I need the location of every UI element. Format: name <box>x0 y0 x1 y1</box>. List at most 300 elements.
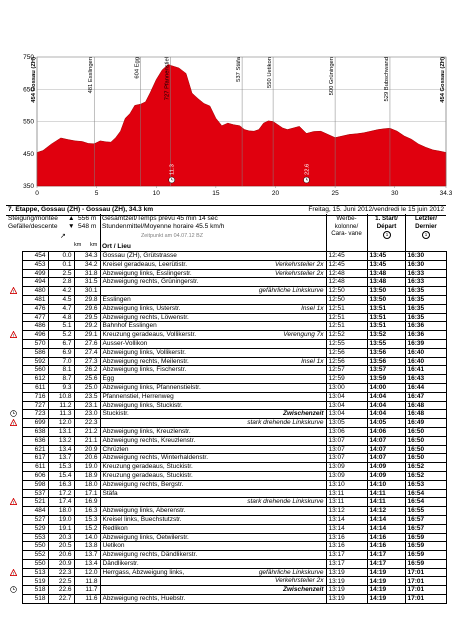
first-start-time: 13:48 <box>367 269 405 278</box>
route-description-text: Abzweigung rechts, Bergstr. <box>102 480 184 488</box>
km-remaining: 29.6 <box>74 304 100 313</box>
last-time: 16:48 <box>405 410 446 419</box>
icon-cell <box>6 401 22 410</box>
warning-icon <box>6 419 22 428</box>
table-row <box>6 304 446 313</box>
km-done: 13.1 <box>48 427 74 436</box>
caravan-time: 13:04 <box>326 392 367 401</box>
altitude: 494 <box>22 278 48 287</box>
km-done: 4.7 <box>48 304 74 313</box>
km-remaining: 26.2 <box>74 366 100 375</box>
icon-cell <box>6 559 22 568</box>
caravan-time: 13:07 <box>326 445 367 454</box>
km-remaining: 16.3 <box>74 507 100 516</box>
table-row <box>6 383 446 392</box>
km-done: 20.5 <box>48 542 74 551</box>
last-time: 16:59 <box>405 551 446 560</box>
table-row <box>6 524 446 533</box>
km-remaining: 13.4 <box>74 559 100 568</box>
last-time: 16:30 <box>405 260 446 269</box>
route-description <box>100 287 326 296</box>
route-description-text: Abzweigung rechts, Huebstr. <box>102 595 186 603</box>
route-description-text: Abzweigung links, Esslingerstr. <box>102 269 192 277</box>
route-note: gefährliche Linkskurve <box>258 287 324 295</box>
route-description-text: Abzweigung rechts, Meilenstr. <box>102 357 189 365</box>
route-description-text: Chrüzlen <box>102 445 129 453</box>
km-remaining: 29.8 <box>74 295 100 304</box>
caravan-time: 13:12 <box>326 507 367 516</box>
km-remaining: 11.7 <box>74 586 100 595</box>
km-done: 13.2 <box>48 436 74 445</box>
km-done: 6.7 <box>48 339 74 348</box>
caravan-time: 13:05 <box>326 419 367 428</box>
last-time: 16:55 <box>405 507 446 516</box>
first-start-time: 13:45 <box>367 260 405 269</box>
caravan-time: 13:17 <box>326 551 367 560</box>
caravan-time: 13:04 <box>326 401 367 410</box>
table-row <box>6 454 446 463</box>
altitude: 553 <box>22 533 48 542</box>
icon-cell <box>6 252 22 261</box>
altitude: 552 <box>22 551 48 560</box>
km-remaining: 11.6 <box>74 595 100 604</box>
table-row <box>6 489 446 498</box>
km-done: 7.0 <box>48 357 74 366</box>
km-remaining: 17.1 <box>74 489 100 498</box>
warning-icon <box>6 498 22 507</box>
clock-icon <box>6 410 22 419</box>
descent-label: Gefälle/descente <box>8 223 58 230</box>
first-start-time: 14:05 <box>367 419 405 428</box>
km-remaining: 25.6 <box>74 375 100 384</box>
first-start-time: 13:59 <box>367 375 405 384</box>
route-description <box>100 357 326 366</box>
table-row <box>6 507 446 516</box>
km-done: 4.2 <box>48 287 74 296</box>
first-start-time: 14:07 <box>367 436 405 445</box>
route-description <box>100 419 326 428</box>
caravan-time: 13:00 <box>326 383 367 392</box>
table-row <box>6 445 446 454</box>
first-start-time: 14:07 <box>367 454 405 463</box>
first-start-time: 14:11 <box>367 489 405 498</box>
route-note: Zwischenzeit <box>283 410 324 418</box>
last-time: 16:39 <box>405 339 446 348</box>
route-description <box>100 252 326 261</box>
caravan-time: 12:56 <box>326 348 367 357</box>
warning-icon <box>6 568 22 577</box>
first-start-time: 14:07 <box>367 445 405 454</box>
x-tick-label: 30 <box>391 190 399 197</box>
route-description-text: Ausser-Vollikon <box>102 340 148 348</box>
km-remaining: 13.8 <box>74 542 100 551</box>
last-time: 16:59 <box>405 533 446 542</box>
route-description-text: Pfannenstiel, Herrenweg <box>102 392 174 400</box>
caravan-time: 13:14 <box>326 515 367 524</box>
altitude: 621 <box>22 445 48 454</box>
start-header: 1. Start/ Départ <box>375 215 398 230</box>
x-tick-label: 34.3 <box>439 190 452 197</box>
route-description <box>100 524 326 533</box>
climb-arrow-icon: ▲ <box>68 215 75 222</box>
caravan-time: 13:11 <box>326 489 367 498</box>
km-done: 13.7 <box>48 454 74 463</box>
altitude: 518 <box>22 586 48 595</box>
first-start-time: 13:55 <box>367 339 405 348</box>
icon-cell <box>6 480 22 489</box>
table-row <box>6 568 446 577</box>
route-table <box>6 251 447 604</box>
km-done: 8.1 <box>48 366 74 375</box>
table-row <box>6 498 446 507</box>
route-description-text: Abzweigung links, Fischerstr. <box>102 366 187 374</box>
km-remaining: 27.3 <box>74 357 100 366</box>
caravan-time: 12:51 <box>326 322 367 331</box>
altitude: 550 <box>22 559 48 568</box>
altitude: 560 <box>22 366 48 375</box>
first-start-time: 14:16 <box>367 542 405 551</box>
altitude: 638 <box>22 427 48 436</box>
route-description <box>100 551 326 560</box>
last-time: 16:44 <box>405 383 446 392</box>
km-remaining: 31.5 <box>74 278 100 287</box>
icon-cell <box>6 383 22 392</box>
km-remaining: 31.8 <box>74 269 100 278</box>
km-remaining: 15.3 <box>74 515 100 524</box>
altitude: 484 <box>22 507 48 516</box>
icon-cell <box>6 313 22 322</box>
first-start-time: 14:12 <box>367 507 405 516</box>
caravan-time: 13:19 <box>326 568 367 577</box>
icon-cell <box>6 515 22 524</box>
stage-date: Freitag, 15. Juni 2012/vendredi le 15 juin 2012 <box>308 206 444 213</box>
first-start-time: 13:51 <box>367 322 405 331</box>
letzter-circle-icon: 1 <box>422 231 430 239</box>
route-description-text: Abzweigung links, Pfannenstielstr. <box>102 384 201 392</box>
place-label: 500 Grüningen <box>329 57 336 96</box>
caravan-time: 13:19 <box>326 586 367 595</box>
last-time: 16:57 <box>405 515 446 524</box>
route-description-text: Abzweigung links, Usterstr. <box>102 304 181 312</box>
first-start-time: 14:04 <box>367 401 405 410</box>
first-start-time: 13:48 <box>367 278 405 287</box>
table-row <box>6 269 446 278</box>
route-description-text: Dändlikerstr. <box>102 559 139 567</box>
km-done: 4.5 <box>48 295 74 304</box>
table-row <box>6 542 446 551</box>
altitude: 699 <box>22 419 48 428</box>
x-tick-label: 25 <box>331 190 339 197</box>
last-time: 17:01 <box>405 568 446 577</box>
km-remaining: 23.0 <box>74 410 100 419</box>
route-note: Verkehrsteiler 2x <box>274 269 324 277</box>
caravan-time: 12:45 <box>326 252 367 261</box>
first-start-time: 14:19 <box>367 577 405 586</box>
route-note: gefährliche Linkskurve <box>258 568 324 576</box>
last-time: 16:54 <box>405 489 446 498</box>
route-description <box>100 480 326 489</box>
km-remaining: 29.2 <box>74 322 100 331</box>
route-description <box>100 339 326 348</box>
route-description-text: Kreuzung geradeaus, Vollikerstr. <box>102 331 197 339</box>
last-time: 16:50 <box>405 436 446 445</box>
route-description-text: Stäfa <box>102 489 118 497</box>
caravan-time: 12:56 <box>326 357 367 366</box>
route-description-text: Kreisel geradeaus, Leerütistr. <box>102 260 188 268</box>
stage-title: 7. Etappe, Gossau (ZH) - Gossau (ZH), 34.3 km <box>8 206 154 213</box>
svg-text:!: ! <box>13 421 15 427</box>
first-start-time: 14:19 <box>367 595 405 604</box>
caravan-time: 12:57 <box>326 366 367 375</box>
km-done: 0.0 <box>48 252 74 261</box>
icon-cell <box>6 427 22 436</box>
km-done: 18.0 <box>48 507 74 516</box>
icon-cell <box>6 524 22 533</box>
km-done: 15.4 <box>48 471 74 480</box>
km-remaining: 18.0 <box>74 480 100 489</box>
first-start-time: 14:00 <box>367 383 405 392</box>
altitude: 636 <box>22 436 48 445</box>
caravan-time: 12:51 <box>326 313 367 322</box>
km-done: 11.3 <box>48 410 74 419</box>
route-note: stark drehende Linkskurve <box>247 419 324 427</box>
km-remaining: 11.8 <box>74 577 100 586</box>
route-description <box>100 366 326 375</box>
average-speed: Stundenmittel/Moyenne horaire 45.5 km/h <box>102 223 225 230</box>
table-row <box>6 287 446 296</box>
km-remaining: 22.3 <box>74 419 100 428</box>
route-note: Verkehrsteiler 2x <box>274 577 324 585</box>
km-remaining: 34.2 <box>74 260 100 269</box>
route-description-text: Abzweigung rechts, Kreuzlenstr. <box>102 436 196 444</box>
altitude: 606 <box>22 471 48 480</box>
first-start-time: 13:51 <box>367 304 405 313</box>
altitude: 499 <box>22 269 48 278</box>
km-remaining: 20.9 <box>74 445 100 454</box>
route-description <box>100 278 326 287</box>
table-row <box>6 427 446 436</box>
caravan-time: 12:48 <box>326 269 367 278</box>
caravan-time: 13:10 <box>326 480 367 489</box>
first-start-time: 13:50 <box>367 287 405 296</box>
km-remaining: 20.6 <box>74 454 100 463</box>
place-label: 529 Bubschwand <box>383 57 390 102</box>
route-description-text: Gossau (ZH), Grütstrasse <box>102 252 177 260</box>
place-label: 537 Stäfa <box>236 57 243 82</box>
route-description <box>100 445 326 454</box>
place-label: 727 Pfannenstiel <box>164 57 171 101</box>
km-done: 15.3 <box>48 463 74 472</box>
km-done: 2.5 <box>48 269 74 278</box>
table-row <box>6 480 446 489</box>
icon-cell <box>6 269 22 278</box>
route-note: Verengung 7x <box>283 331 324 339</box>
table-row <box>6 586 446 595</box>
svg-text:!: ! <box>13 333 15 339</box>
werbe-header: Werbe- kolonne/ Cara- vane <box>331 215 362 237</box>
altitude: 611 <box>22 463 48 472</box>
route-description <box>100 392 326 401</box>
route-description <box>100 507 326 516</box>
timestamp: Zeitpunkt am 04.07.12 BZ <box>141 233 204 239</box>
table-row <box>6 463 446 472</box>
route-note: Verkehrsteiler 2x <box>274 260 324 268</box>
km-done: 22.3 <box>48 568 74 577</box>
first-start-time: 14:11 <box>367 498 405 507</box>
place-label: 481 Esslingen <box>88 57 95 94</box>
first-start-time: 14:17 <box>367 551 405 560</box>
x-tick-label: 10 <box>152 190 160 197</box>
route-note: Insel 1x <box>301 357 324 365</box>
altitude: 598 <box>22 480 48 489</box>
last-time: 16:35 <box>405 287 446 296</box>
route-description <box>100 489 326 498</box>
route-description <box>100 260 326 269</box>
route-description <box>100 559 326 568</box>
last-time: 16:59 <box>405 542 446 551</box>
icon-cell <box>6 577 22 586</box>
icon-cell <box>6 471 22 480</box>
first-start-time: 14:09 <box>367 463 405 472</box>
first-start-time: 13:56 <box>367 348 405 357</box>
stage-header <box>6 205 446 251</box>
altitude: 519 <box>22 577 48 586</box>
first-start-time: 13:51 <box>367 313 405 322</box>
route-description-text: Abzweigung links, Vollikerstr. <box>102 348 186 356</box>
km-remaining: 34.3 <box>74 252 100 261</box>
route-description <box>100 586 326 595</box>
last-time: 16:35 <box>405 304 446 313</box>
route-note: Zwischenzeit <box>283 586 324 594</box>
icon-cell <box>6 392 22 401</box>
last-time: 16:59 <box>405 559 446 568</box>
svg-text:!: ! <box>13 289 15 295</box>
last-time: 16:53 <box>405 480 446 489</box>
km-remaining: 19.0 <box>74 463 100 472</box>
first-start-time: 14:19 <box>367 586 405 595</box>
km-done: 19.0 <box>48 515 74 524</box>
caravan-time: 13:07 <box>326 454 367 463</box>
caravan-time: 13:09 <box>326 471 367 480</box>
route-description <box>100 269 326 278</box>
first-start-time: 13:57 <box>367 366 405 375</box>
first-start-time: 14:10 <box>367 480 405 489</box>
km-remaining: 25.0 <box>74 383 100 392</box>
km-done: 9.3 <box>48 383 74 392</box>
first-start-time: 13:45 <box>367 252 405 261</box>
altitude: 481 <box>22 295 48 304</box>
table-row <box>6 595 446 604</box>
route-note: stark drehende Linkskurve <box>247 498 324 506</box>
last-time: 16:54 <box>405 498 446 507</box>
last-time: 16:43 <box>405 375 446 384</box>
altitude: 611 <box>22 383 48 392</box>
icon-cell <box>6 507 22 516</box>
route-description <box>100 427 326 436</box>
km-remaining: 14.0 <box>74 533 100 542</box>
caravan-time: 12:59 <box>326 375 367 384</box>
route-description <box>100 498 326 507</box>
first-start-time: 14:06 <box>367 427 405 436</box>
table-row <box>6 348 446 357</box>
place-label: 454 Gossau (ZH) <box>31 57 37 103</box>
altitude: 527 <box>22 515 48 524</box>
last-time: 16:35 <box>405 295 446 304</box>
table-row <box>6 295 446 304</box>
table-row <box>6 252 446 261</box>
y-tick-label: 350 <box>23 183 34 191</box>
icon-cell <box>6 295 22 304</box>
route-description <box>100 295 326 304</box>
icon-cell <box>6 463 22 472</box>
icon-cell <box>6 357 22 366</box>
km-remaining: 29.1 <box>74 331 100 340</box>
altitude: 723 <box>22 410 48 419</box>
km-remaining: 27.6 <box>74 339 100 348</box>
icon-cell <box>6 551 22 560</box>
route-description <box>100 410 326 419</box>
first-start-time: 14:14 <box>367 515 405 524</box>
table-row <box>6 278 446 287</box>
km-remaining: 18.9 <box>74 471 100 480</box>
km-remaining: 29.5 <box>74 313 100 322</box>
km-done: 12.0 <box>48 419 74 428</box>
x-tick-label: 0 <box>35 190 39 197</box>
km-remaining: 12.0 <box>74 568 100 577</box>
km-remaining: 21.1 <box>74 436 100 445</box>
altitude: 496 <box>22 331 48 340</box>
y-tick-label: 450 <box>23 150 34 158</box>
altitude: 486 <box>22 322 48 331</box>
caravan-time: 13:19 <box>326 577 367 586</box>
icon-cell <box>6 278 22 287</box>
last-time: 16:57 <box>405 524 446 533</box>
route-description-text: Egg <box>102 375 115 383</box>
km-label-right: km <box>90 242 98 248</box>
first-start-time: 14:14 <box>367 524 405 533</box>
first-start-time: 13:50 <box>367 295 405 304</box>
km-done: 16.3 <box>48 480 74 489</box>
altitude: 529 <box>22 524 48 533</box>
y-tick-label: 550 <box>23 118 34 126</box>
caravan-time: 13:04 <box>326 410 367 419</box>
caravan-time: 13:19 <box>326 595 367 604</box>
letzter-header: Letzter/ Dernier <box>414 215 437 230</box>
route-description <box>100 304 326 313</box>
table-row <box>6 313 446 322</box>
y-tick-label: 650 <box>23 86 34 94</box>
climb-value: 556 m <box>78 215 97 222</box>
table-row <box>6 515 446 524</box>
last-time: 16:33 <box>405 278 446 287</box>
last-time: 16:40 <box>405 348 446 357</box>
table-row <box>6 533 446 542</box>
table-row <box>6 577 446 586</box>
caravan-time: 12:55 <box>326 339 367 348</box>
altitude: 716 <box>22 392 48 401</box>
altitude: 453 <box>22 260 48 269</box>
icon-cell <box>6 445 22 454</box>
last-time: 16:52 <box>405 463 446 472</box>
table-row <box>6 375 446 384</box>
route-note: Insel 1x <box>301 304 324 312</box>
km-remaining: 23.5 <box>74 392 100 401</box>
route-description <box>100 436 326 445</box>
caravan-time: 13:06 <box>326 427 367 436</box>
km-remaining: 27.4 <box>74 348 100 357</box>
table-row <box>6 471 446 480</box>
table-row <box>6 260 446 269</box>
